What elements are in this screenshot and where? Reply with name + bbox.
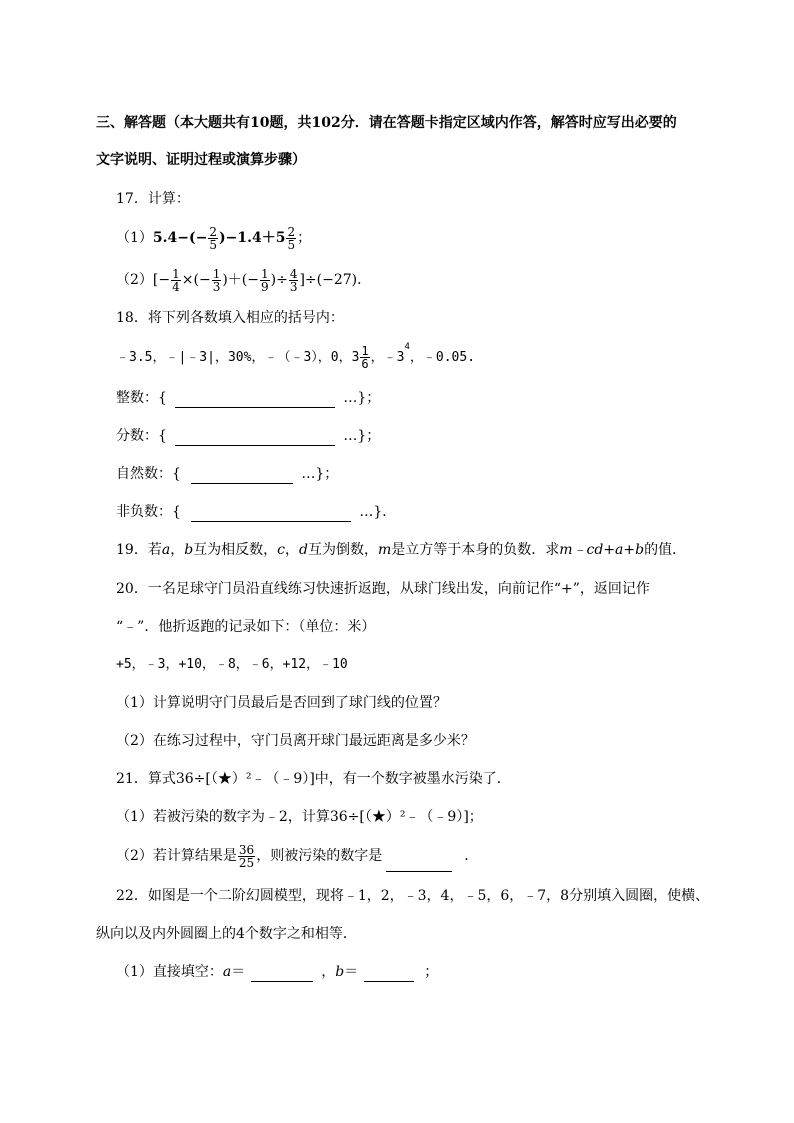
integers-answer-blank[interactable] bbox=[175, 391, 335, 408]
var-c: c bbox=[277, 542, 285, 558]
frac-numerator: 2 bbox=[287, 224, 296, 239]
frac-numerator: 1 bbox=[361, 344, 369, 358]
fractions-label: 分数：{ bbox=[116, 428, 167, 444]
q21-answer-blank[interactable] bbox=[386, 855, 452, 872]
q17-part2-frac1 bbox=[171, 268, 181, 293]
b-answer-blank[interactable] bbox=[364, 965, 414, 982]
q18-numbers-a: ﹣3.5，﹣|﹣3|，30%，﹣（﹣3），0，3 bbox=[116, 350, 360, 365]
section-heading: 三、解答题（本大题共有10题，共102分．请在答题卡指定区域内作答，解答时应写出必要的 bbox=[96, 115, 677, 131]
q17-part1-a: 5.4−(− bbox=[152, 230, 208, 246]
q17-label: 17．计算： bbox=[116, 191, 190, 207]
frac-denominator: 6 bbox=[361, 357, 369, 371]
nonnegative-answer-blank[interactable] bbox=[191, 505, 351, 522]
section-heading-cont: 文字说明、证明过程或演算步骤） bbox=[96, 152, 306, 168]
frac-denominator: 4 bbox=[172, 279, 180, 294]
frac-numerator: 1 bbox=[212, 266, 221, 281]
q19-expression: m﹣cd+a+b bbox=[559, 542, 645, 558]
nonnegative-end: …}． bbox=[359, 504, 397, 520]
q17-part2-frac2 bbox=[212, 268, 222, 293]
nonnegative-label: 非负数：{ bbox=[116, 504, 181, 520]
frac-numerator: 1 bbox=[172, 266, 180, 281]
q22-sub1-text: （1）直接填空： bbox=[116, 964, 223, 980]
q21-sub1: （1）若被污染的数字为﹣2，计算36÷[（★）²﹣（﹣9）]； bbox=[116, 809, 483, 825]
frac-numerator: 2 bbox=[209, 224, 218, 239]
q17-part1-end: ； bbox=[297, 230, 312, 246]
fractions-end: …}； bbox=[343, 428, 381, 444]
a-answer-blank[interactable] bbox=[251, 965, 313, 982]
q21-sub2-text: （2）若计算结果是 bbox=[116, 848, 237, 864]
integers-label: 整数：{ bbox=[116, 390, 167, 406]
frac-denominator: 3 bbox=[212, 279, 221, 294]
frac-denominator: 3 bbox=[289, 279, 298, 294]
fractions-answer-blank[interactable] bbox=[175, 429, 335, 446]
q20-line2: “﹣”．他折返跑的记录如下：（单位：米） bbox=[116, 619, 376, 635]
q20-line1: 20．一名足球守门员沿直线练习快速折返跑，从球门线出发，向前记作“+”，返回记作 bbox=[116, 581, 650, 597]
q17-part1-b: )−1.4＋5 bbox=[219, 230, 286, 246]
q17-part1 bbox=[116, 222, 311, 254]
q17-part1-frac1 bbox=[208, 226, 218, 251]
q20-record: +5，﹣3，+10，﹣8，﹣6，+12，﹣10 bbox=[116, 657, 348, 672]
q19-text-3: 互为相反数， bbox=[193, 542, 278, 558]
q21-sub2 bbox=[116, 840, 478, 872]
q22-line1: 22．如图是一个二阶幻圆模型，现将﹣1，2，﹣3，4，﹣5，6，﹣7，8分别填入圆圈，使横、 bbox=[116, 888, 710, 904]
q18-mixed-frac bbox=[360, 345, 369, 370]
q19-text-2: ， bbox=[170, 542, 185, 558]
frac-denominator: 5 bbox=[209, 237, 218, 252]
integers-end: …}； bbox=[343, 390, 381, 406]
q21-sub2-text-2: ，则被污染的数字是 bbox=[256, 848, 383, 864]
var-a: a bbox=[222, 964, 232, 980]
equals-sign: ＝ bbox=[231, 964, 246, 980]
naturals-label: 自然数：{ bbox=[116, 466, 181, 482]
var-m: m bbox=[377, 542, 392, 558]
q18-fractions bbox=[116, 426, 380, 446]
q18-naturals bbox=[116, 464, 338, 484]
q20-sub2: （2）在练习过程中，守门员离开球门最远距离是多少米？ bbox=[116, 733, 475, 749]
q18-numbers bbox=[116, 342, 475, 374]
frac-denominator: 25 bbox=[238, 855, 255, 870]
frac-numerator: 36 bbox=[238, 842, 255, 857]
frac-numerator: 4 bbox=[289, 266, 298, 281]
frac-denominator: 9 bbox=[260, 279, 269, 294]
q17-part1-frac2 bbox=[286, 226, 296, 251]
q21-sub2-end: ． bbox=[464, 848, 479, 864]
q17-part2-frac3 bbox=[260, 268, 270, 293]
separator: ， bbox=[321, 964, 336, 980]
frac-denominator: 5 bbox=[287, 237, 296, 252]
q17-part2-c: )÷ bbox=[270, 272, 288, 288]
naturals-answer-blank[interactable] bbox=[191, 467, 293, 484]
q18-label: 18．将下列各数填入相应的括号内： bbox=[116, 310, 344, 326]
q20-sub1: （1）计算说明守门员最后是否回到了球门线的位置？ bbox=[116, 695, 447, 711]
q22-sub1 bbox=[116, 962, 438, 982]
q19-text-7: 的值． bbox=[644, 542, 687, 558]
var-d: d bbox=[299, 542, 308, 558]
frac-numerator: 1 bbox=[260, 266, 269, 281]
q22-sub1-end: ； bbox=[424, 964, 439, 980]
var-b: b bbox=[335, 964, 345, 980]
q19 bbox=[116, 540, 686, 560]
q17-part2-b: )＋(− bbox=[222, 272, 259, 288]
q22-line2: 纵向以及内外圆圈上的4个数字之和相等． bbox=[96, 926, 357, 942]
equals-sign: ＝ bbox=[344, 964, 359, 980]
q17-part2-a: ×(− bbox=[181, 272, 211, 288]
q18-numbers-c: ，﹣0.05. bbox=[409, 350, 476, 365]
q21-fraction bbox=[238, 844, 255, 869]
q17-part2-end: ]÷(−27)． bbox=[299, 272, 372, 288]
q17-part2 bbox=[116, 264, 371, 296]
q17-part2-prefix: （2）[− bbox=[116, 272, 171, 288]
q19-text-1: 19．若 bbox=[116, 542, 162, 558]
q18-integers bbox=[116, 388, 380, 408]
q17-part2-frac4 bbox=[289, 268, 299, 293]
var-b: b bbox=[184, 542, 194, 558]
q17-part1-prefix: （1） bbox=[116, 230, 153, 246]
q21-line1: 21．算式36÷[（★）²﹣（﹣9）]中，有一个数字被墨水污染了． bbox=[116, 771, 511, 787]
q19-text-5: 互为倒数， bbox=[307, 542, 378, 558]
q19-text-4: ， bbox=[285, 542, 299, 558]
q18-numbers-b: ，﹣3 bbox=[370, 350, 405, 365]
q18-nonnegative bbox=[116, 502, 396, 522]
naturals-end: …}； bbox=[301, 466, 339, 482]
q19-text-6: 是立方等于本身的负数．求 bbox=[391, 542, 560, 558]
q18-exponent: 4 bbox=[404, 342, 410, 352]
var-a: a bbox=[161, 542, 171, 558]
